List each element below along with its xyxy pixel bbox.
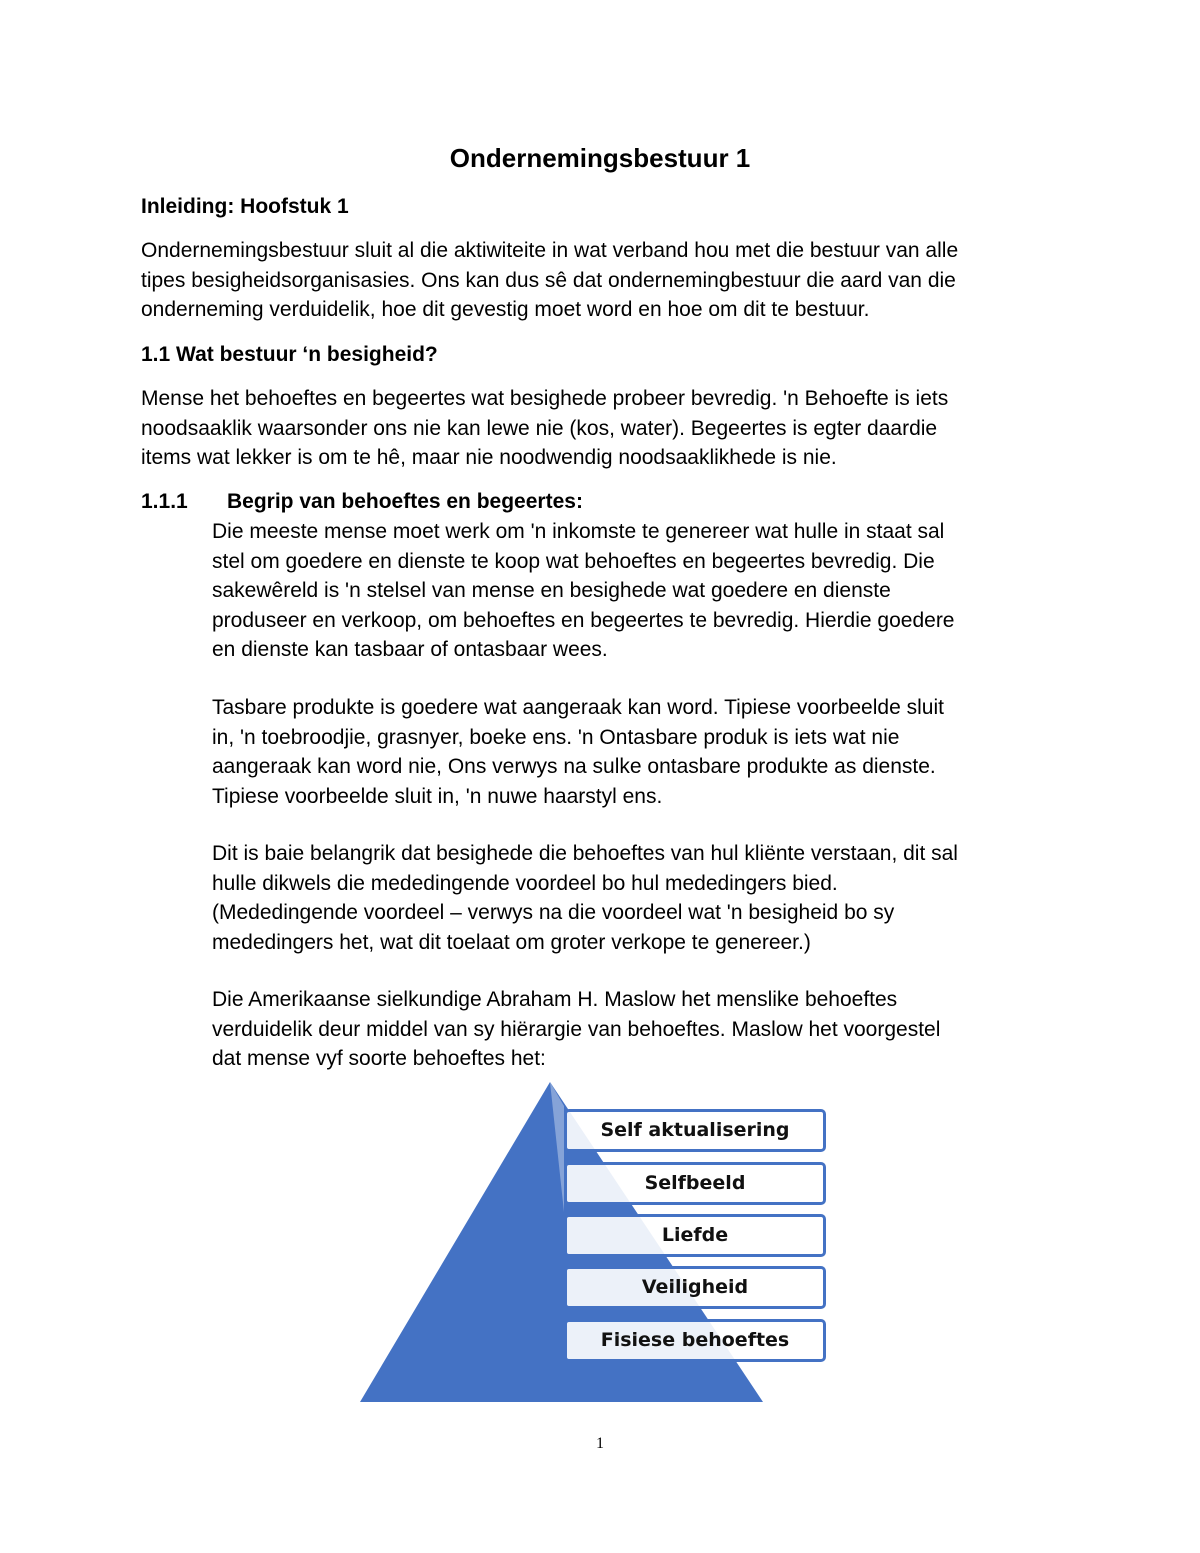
pyramid-level-self-esteem: Selfbeeld [564, 1162, 826, 1205]
paragraph-tangible [212, 693, 1112, 811]
subsection-title: Begrip van behoeftes en begeertes: [227, 490, 583, 513]
text-line: Ondernemingsbestuur sluit al die aktiwiteite in wat verband hou met die bestuur van alle [141, 239, 959, 262]
text-line: onderneming verduidelik, hoe dit gevestig moet word en hoe om dit te bestuur. [141, 298, 870, 321]
text-line: in, 'n toebroodjie, grasnyer, boeke ens. 'n Ontasbare produk is iets wat nie [212, 725, 900, 749]
section-heading: 1.1 Wat bestuur ‘n besigheid? [141, 343, 438, 366]
paragraph-competitive [212, 839, 1112, 957]
pyramid-level-safety: Veiligheid [564, 1266, 826, 1309]
pyramid-level-physiological: Fisiese behoeftes [564, 1319, 826, 1362]
text-line: mededingers het, wat dit toelaat om groter verkope te genereer.) [212, 930, 811, 954]
text-line: Tasbare produkte is goedere wat aangeraak kan word. Tipiese voorbeelde sluit [212, 696, 944, 719]
page-number: 1 [596, 1435, 604, 1452]
text-line: stel om goedere en dienste te koop wat behoeftes en begeertes bevredig. Die [212, 549, 935, 573]
paragraph-needs [212, 517, 1112, 665]
intro-heading: Inleiding: Hoofstuk 1 [141, 195, 349, 218]
text-line: Dit is baie belangrik dat besighede die behoeftes van hul kliënte verstaan, dit sal [212, 842, 958, 865]
maslow-pyramid-diagram [355, 1082, 835, 1407]
text-line: Mense het behoeftes en begeertes wat besighede probeer bevredig. 'n Behoefte is iets [141, 387, 949, 410]
text-line: dat mense vyf soorte behoeftes het: [212, 1047, 546, 1070]
subsection-number: 1.1.1 [141, 490, 188, 513]
section-paragraph [141, 384, 1071, 473]
text-line: (Mededingende voordeel – verwys na die voordeel wat 'n besigheid bo sy [212, 901, 895, 924]
text-line: verduidelik deur middel van sy hiërargie van behoeftes. Maslow het voorgestel [212, 1017, 941, 1041]
intro-paragraph [141, 236, 1071, 325]
pyramid-level-self-actualization: Self aktualisering [564, 1109, 826, 1152]
text-line: sakewêreld is 'n stelsel van mense en besighede wat goedere en dienste [212, 579, 891, 602]
pyramid-level-love: Liefde [564, 1214, 826, 1257]
text-line: aangeraak kan word nie, Ons verwys na sulke ontasbare produkte as dienste. [212, 755, 936, 778]
text-line: produseer en verkoop, om behoeftes en begeertes te bevredig. Hierdie goedere [212, 608, 955, 632]
document-title: Ondernemingsbestuur 1 [449, 143, 751, 173]
text-line: Die meeste mense moet werk om 'n inkomste te genereer wat hulle in staat sal [212, 520, 945, 543]
text-line: hulle dikwels die mededingende voordeel bo hul mededingers bied. [212, 871, 838, 895]
text-line: tipes besigheidsorganisasies. Ons kan dus sê dat ondernemingbestuur die aard van die [141, 268, 956, 292]
text-line: en dienste kan tasbaar of ontasbaar wees. [212, 638, 608, 661]
text-line: items wat lekker is om te hê, maar nie noodwendig noodsaaklikhede is nie. [141, 446, 837, 469]
paragraph-maslow [212, 985, 1112, 1074]
text-line: Die Amerikaanse sielkundige Abraham H. Maslow het menslike behoeftes [212, 988, 898, 1011]
text-line: Tipiese voorbeelde sluit in, 'n nuwe haarstyl ens. [212, 784, 663, 808]
text-line: noodsaaklik waarsonder ons nie kan lewe nie (kos, water). Begeertes is egter daardie [141, 416, 938, 440]
